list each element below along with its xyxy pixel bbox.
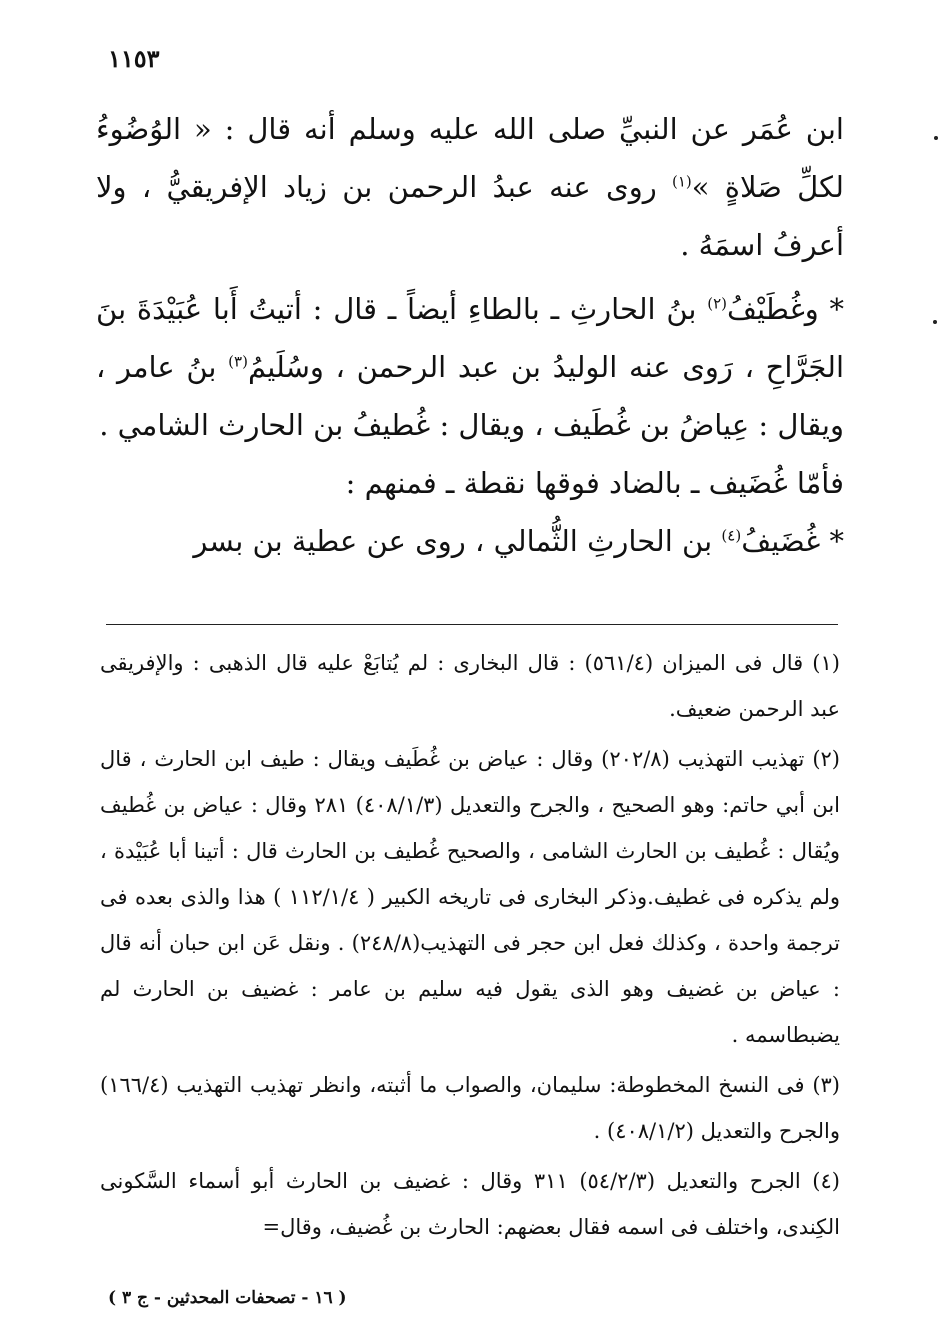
main-text [96, 100, 844, 570]
margin-dot [933, 320, 937, 324]
paragraph-3: فأمّا غُضَيف ـ بالضاد فوقها نقطة ـ فمنهم : [345, 466, 844, 500]
footnote-3: (٣) فى النسخ المخطوطة: سليمان، والصواب ما أثبته، وانظر تهذيب التهذيب (١٦٦/٤) والجرح والتعديل (٤٠٨/١/٢) . [100, 1073, 840, 1143]
text-run: بنُ الحارثِ ـ بالطاءِ أيضاً ـ قال : أتيتُ أَبا عُبَيْدَةَ بنَ الجَرَّاحِ ، رَوى عنه الوليدُ بن عبد الرحمن ، وسُلَيمُ [96, 292, 844, 384]
text-run: ابن عُمَر عن النبيِّ صلى الله عليه وسلم أنه قال : « الوُضُوءُ لكلِّ صَلاةٍ » [96, 112, 844, 204]
text-run: روى عنه عبدُ الرحمن بن زياد الإفريقيُّ ، ولا أعرفُ اسمَهُ . [96, 170, 844, 262]
footnote-ref-2: (٢) [707, 294, 728, 313]
margin-dot [934, 136, 938, 140]
paragraph-1 [96, 100, 844, 274]
text-run: * وغُطَيْفُ [727, 292, 844, 326]
footnote-1: (١) قال فى الميزان (٥٦١/٤) : قال البخارى : لم يُتابَعْ عليه قال الذهبى : والإفريقى عبد الرحمن ضعيف. [100, 651, 840, 721]
footnote-ref-4: (٤) [721, 526, 742, 545]
paragraph-4 [96, 512, 844, 570]
footnote-separator [106, 624, 838, 625]
page-footer: ( ١٦ - تصحفات المحدثين - ج ٣ ) [108, 1288, 347, 1308]
footnote-ref-1: (١) [671, 172, 692, 191]
footnote-ref-3: (٣) [228, 352, 248, 371]
page-number: ١١٥٣ [108, 44, 160, 73]
text-run: بن الحارثِ الثُّمالي ، روى عن عطية بن بسر [193, 524, 722, 558]
footnote-4: (٤) الجرح والتعديل (٥٤/٢/٣) ٣١١ وقال : غضيف بن الحارث أبو أسماء السَّكونى الكِندى، واختلف فى اسمه فقال بعضهم: الحارث بن غُضيف، وقال= [100, 1169, 840, 1239]
footnote-2: (٢) تهذيب التهذيب (٢٠٢/٨) وقال : عياض بن غُطَيف ويقال : طيف ابن الحارث ، قال ابن أبي حاتم: وهو الصحيح ، والجرح والتعديل (٤٠٨/١/٣) ٢٨١ وقال : عياض بن غُطيف ويُقال : غُطيف بن الحارث الشامى ، والصحيح غُطيف بن الحارث قال : أتينا أبا عُبَيْدة ، ولم يذكره فى غطيف.وذكر البخارى فى تاريخه الكبير ( ١١٢/١/٤ ) هذا والذى بعده فى ترجمة واحدة ، وكذلك فعل ابن حجر فى التهذيب(٢٤٨/٨) . ونقل عَن ابن حبان أنه قال : عياض بن غضيف وهو الذى يقول فيه سليم بن عامر : غضيف بن الحارث لم يضبطاسمه . [100, 747, 841, 1047]
footnotes [100, 640, 840, 1254]
text-run: بنُ عامر ، ويقال : عِياضُ بن غُطَيف ، ويقال : غُطيفُ بن الحارث الشامي . [96, 350, 844, 442]
paragraph-2 [96, 280, 844, 454]
text-run: * غُضَيفُ [741, 524, 844, 558]
